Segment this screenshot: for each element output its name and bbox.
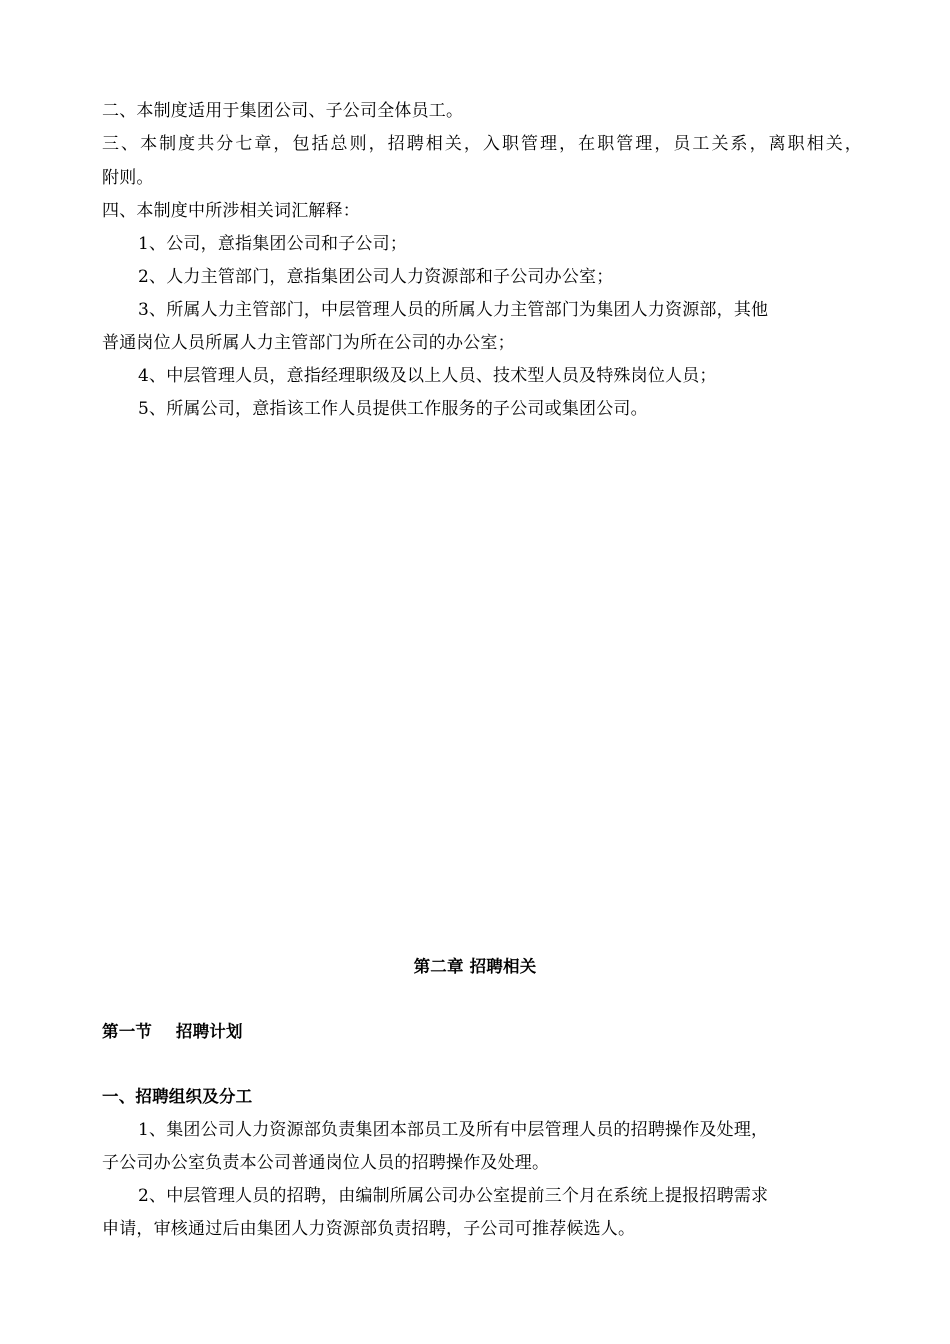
recruitment-paragraph-1-line1: 1、集团公司人力资源部负责集团本部员工及所有中层管理人员的招聘操作及处理， [138,1120,769,1140]
definition-item-2: 2、人力主管部门，意指集团公司人力资源部和子公司办公室； [138,267,614,287]
paragraph-chapters-line1: 三、本制度共分七章，包括总则，招聘相关，入职管理，在职管理，员工关系，离职相关， [102,134,862,154]
definition-item-1: 1、公司，意指集团公司和子公司； [138,234,408,254]
paragraph-scope: 二、本制度适用于集团公司、子公司全体员工。 [102,101,464,121]
section-title: 第一节 招聘计划 [102,1022,243,1041]
paragraph-chapters-line2: 附则。 [102,168,154,188]
chapter-title: 第二章 招聘相关 [413,957,537,976]
paragraph-definitions-heading: 四、本制度中所涉相关词汇解释： [102,201,360,221]
subsection-title: 一、招聘组织及分工 [102,1087,253,1106]
recruitment-paragraph-2-line2: 申请，审核通过后由集团人力资源部负责招聘，子公司可推荐候选人。 [102,1219,636,1239]
definition-item-5: 5、所属公司，意指该工作人员提供工作服务的子公司或集团公司。 [138,399,648,419]
recruitment-paragraph-2-line1: 2、中层管理人员的招聘，由编制所属公司办公室提前三个月在系统上提报招聘需求 [138,1186,769,1206]
definition-item-4: 4、中层管理人员，意指经理职级及以上人员、技术型人员及特殊岗位人员； [138,366,717,386]
definition-item-3-line2: 普通岗位人员所属人力主管部门为所在公司的办公室； [102,333,515,353]
definition-item-3-line1: 3、所属人力主管部门，中层管理人员的所属人力主管部门为集团人力资源部，其他 [138,300,769,320]
recruitment-paragraph-1-line2: 子公司办公室负责本公司普通岗位人员的招聘操作及处理。 [102,1153,550,1173]
